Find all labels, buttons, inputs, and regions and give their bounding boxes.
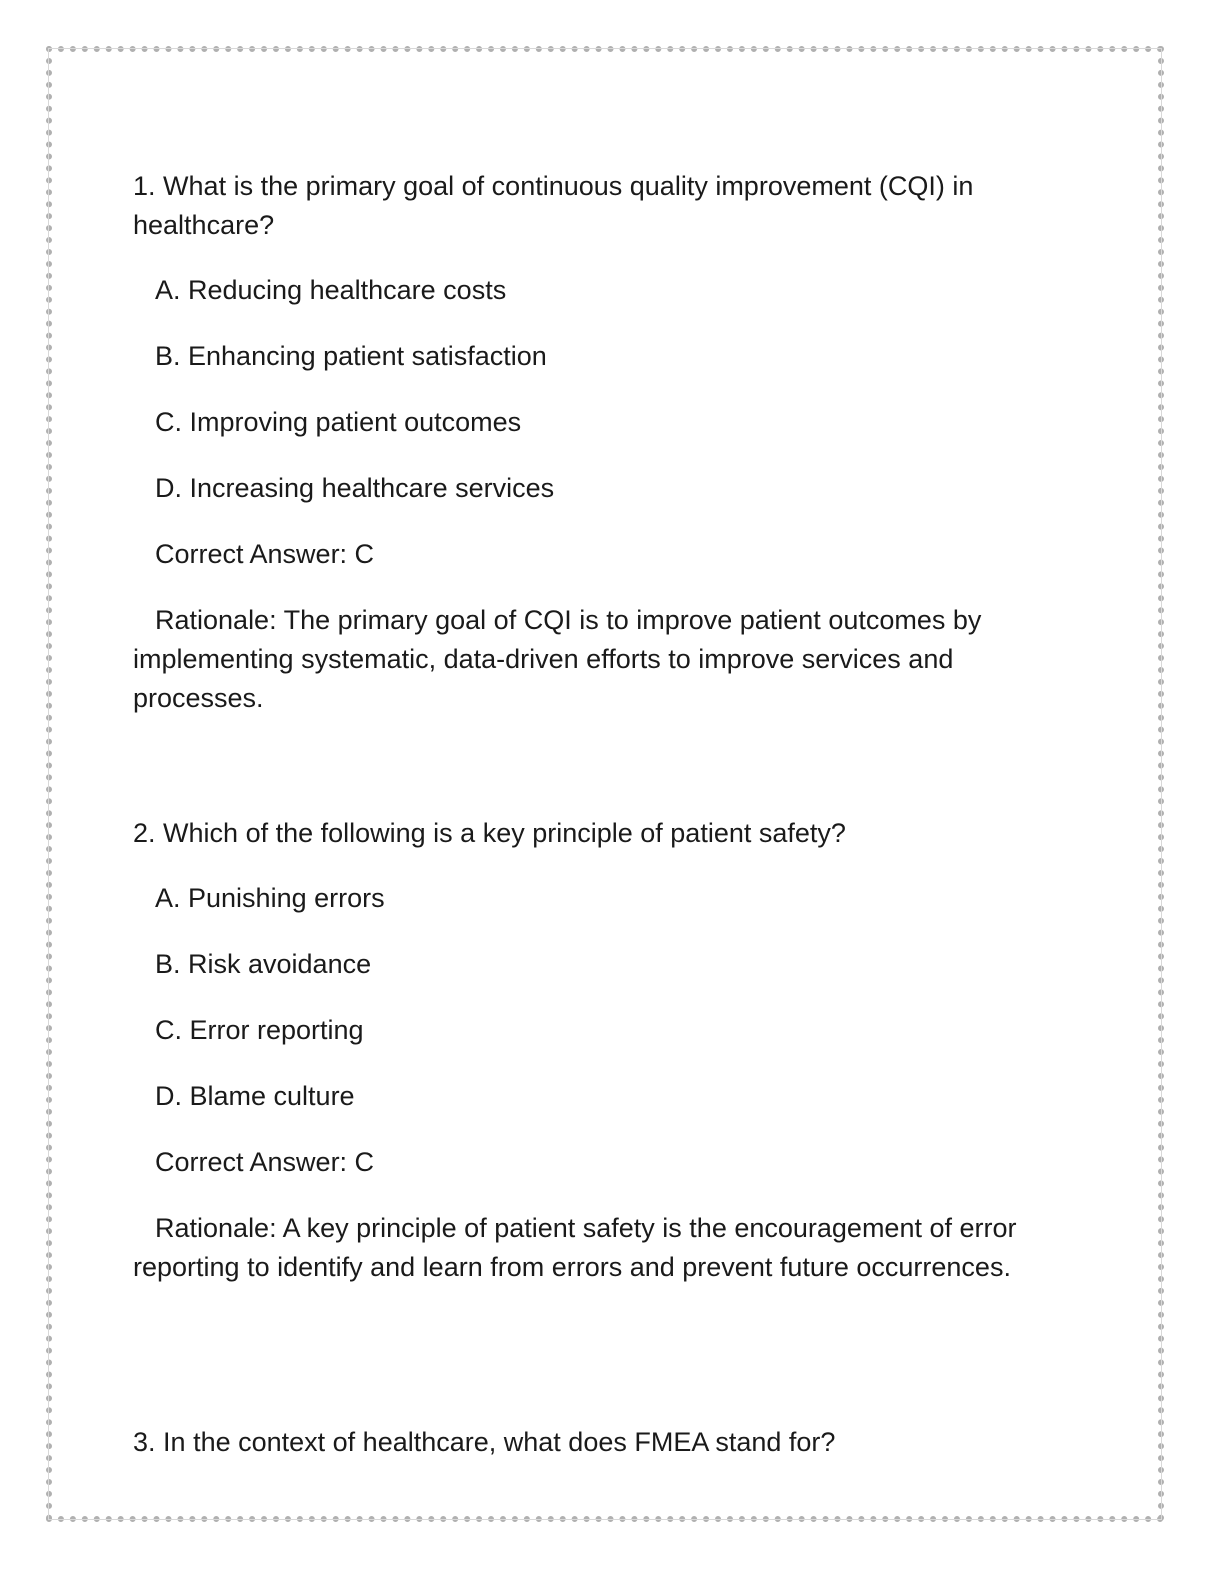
question-block-1	[133, 167, 1073, 718]
option-b: B. Risk avoidance	[155, 949, 372, 979]
option-a: A. Punishing errors	[155, 883, 385, 913]
option-c: C. Error reporting	[155, 1015, 364, 1045]
question-text	[133, 1423, 1073, 1462]
question-text	[133, 167, 1073, 245]
question-prompt: In the context of healthcare, what does FMEA stand for?	[163, 1427, 836, 1457]
question-number: 3.	[133, 1427, 156, 1457]
question-block-2	[133, 814, 1073, 1287]
question-number: 2.	[133, 818, 156, 848]
rationale: Rationale: The primary goal of CQI is to improve patient outcomes by implementing systematic, data-driven efforts to improve services and processes.	[133, 605, 982, 713]
option-a: A. Reducing healthcare costs	[155, 275, 507, 305]
correct-answer: Correct Answer: C	[155, 1147, 375, 1177]
option-c: C. Improving patient outcomes	[155, 407, 522, 437]
question-block-3	[133, 1423, 1073, 1488]
correct-answer: Correct Answer: C	[155, 539, 375, 569]
question-number: 1.	[133, 171, 156, 201]
rationale: Rationale: A key principle of patient safety is the encouragement of error reporting to identify and learn from errors and prevent future occurrences.	[133, 1213, 1017, 1282]
option-d: D. Blame culture	[155, 1081, 355, 1111]
question-text	[133, 814, 1073, 853]
option-b: B. Enhancing patient satisfaction	[155, 341, 547, 371]
option-d: D. Increasing healthcare services	[155, 473, 555, 503]
question-prompt: What is the primary goal of continuous quality improvement (CQI) in healthcare?	[133, 171, 974, 240]
question-prompt: Which of the following is a key principle of patient safety?	[163, 818, 846, 848]
